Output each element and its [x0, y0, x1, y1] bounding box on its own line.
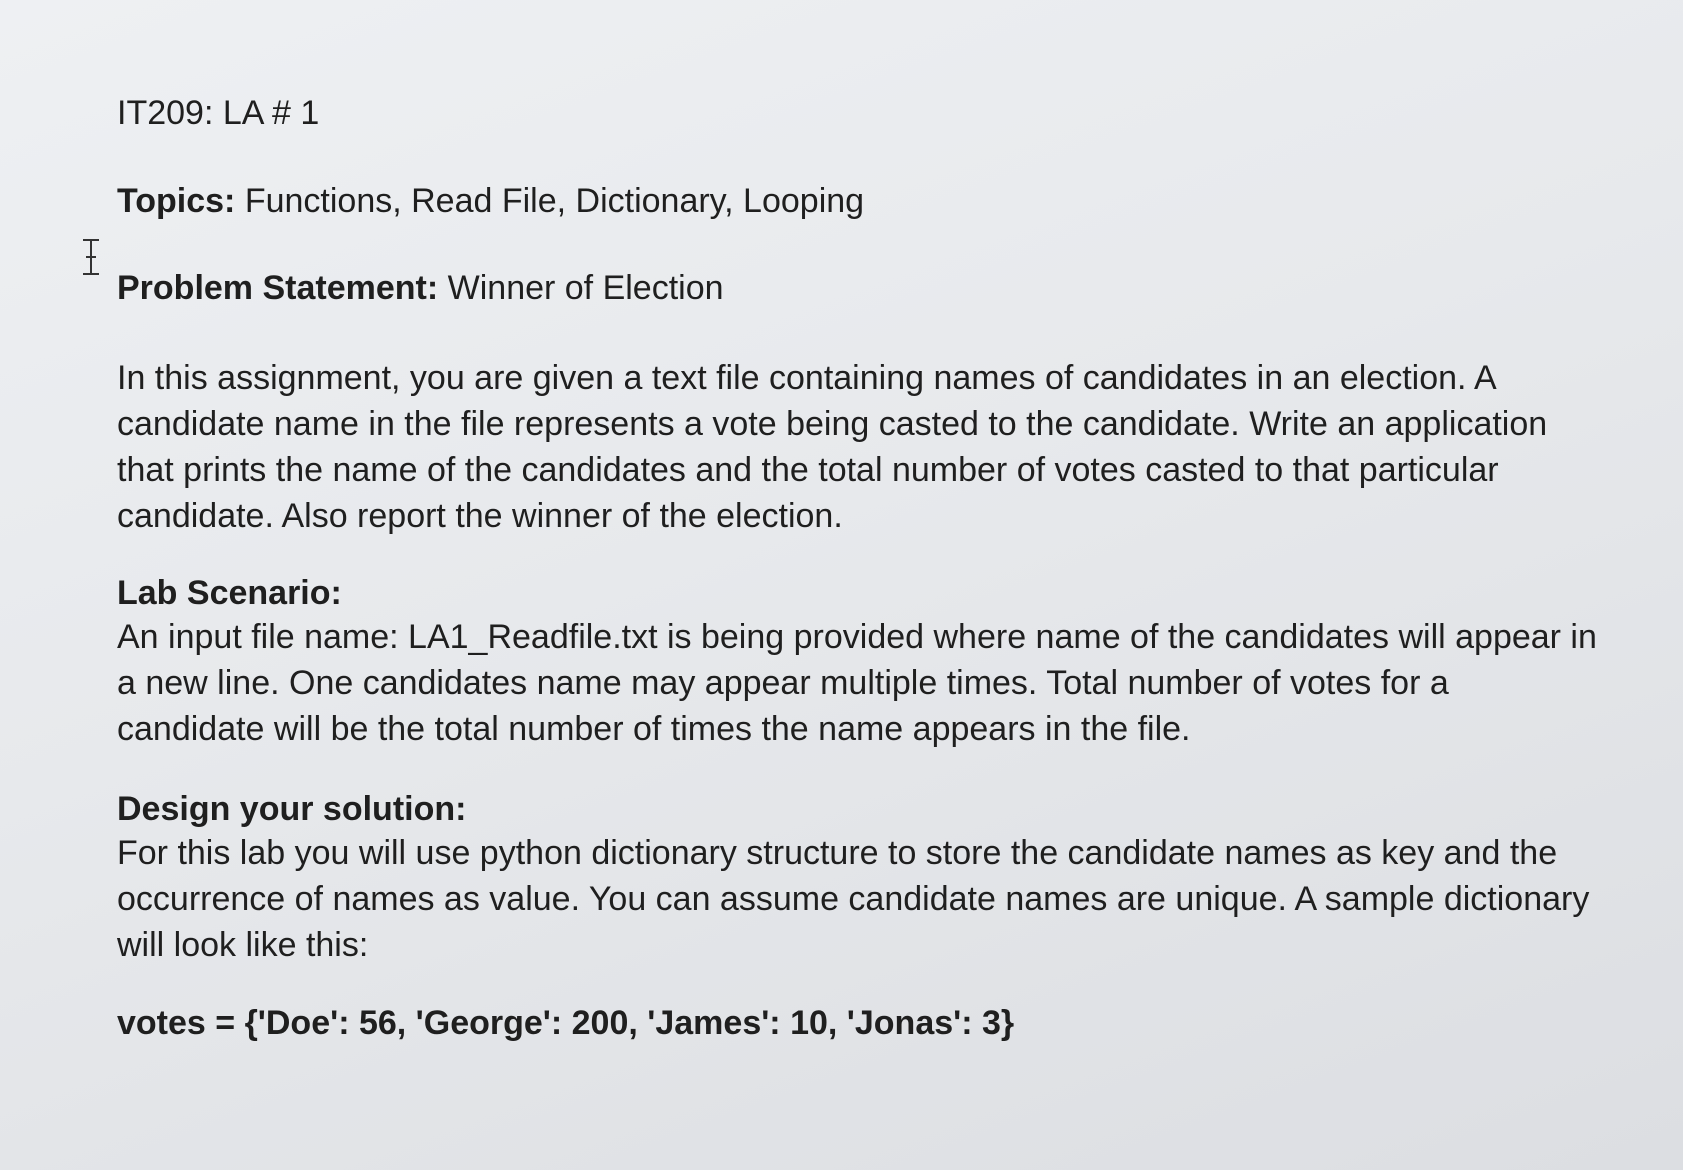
problem-line [117, 265, 724, 311]
doc-title: IT209: LA # 1 [117, 94, 320, 132]
problem-label: Problem Statement: [117, 269, 439, 307]
design-body: For this lab you will use python dictionary structure to store the candidate names as key and the occurrence of names as value. You can assume candidate names are unique. A sample dictionary will look like this: [117, 834, 1590, 964]
problem-value: Winner of Election [438, 269, 724, 307]
design-heading: Design your solution: [117, 790, 467, 828]
text-cursor-icon [80, 237, 102, 277]
lab-scenario-body: An input file name: LA1_Readfile.txt is being provided where name of the candidates will appear in a new line. One candidates name may appear multiple times. Total number of votes for a candidate will be the total number of times the name appears in the file. [117, 618, 1597, 748]
topics-value: Functions, Read File, Dictionary, Looping [235, 182, 865, 220]
intro-paragraph: In this assignment, you are given a text file containing names of candidates in an election. A candidate name in the file represents a vote being casted to the candidate. Write an application that prints the name of the candidates and the total number of votes casted to that particular candidate. Also report the winner of the election. [117, 359, 1548, 535]
topics-label: Topics: [117, 182, 236, 220]
code-sample: votes = {'Doe': 56, 'George': 200, 'James': 10, 'Jonas': 3} [117, 1004, 1015, 1042]
topics-line [117, 178, 864, 224]
lab-scenario-heading: Lab Scenario: [117, 574, 342, 612]
